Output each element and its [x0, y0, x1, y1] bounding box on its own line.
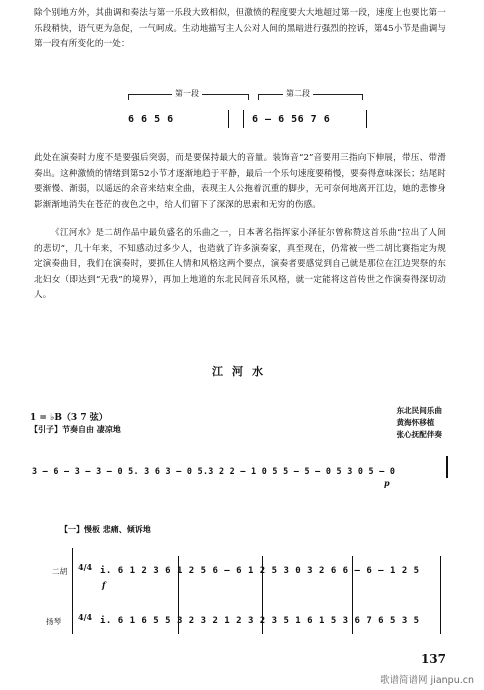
paragraph-background: 《江河水》是二胡作品中最负盛名的乐曲之一，日本著名指挥家小泽征尔曾称赞这首乐曲“拉出了人间的悲切”，几十年来，不知感动过多少人，也造就了许多演奏家，真至现在，仍常被一些二胡比赛指定为规定演奏曲目，我们在演奏时，要抓住人情和风格这两个要点，演奏者要感觉到自己就是那位在江边哭祭的东北妇女（即达到“无我”的境界），再加上地道的东北民间音乐风格，就一定能将这首传世之作演奏得深切动人。: [34, 228, 446, 301]
yangqin-time-signature: 4/4: [78, 612, 93, 622]
example-notes-second: 6 — 6 56 7 6: [252, 114, 331, 125]
bracket-tick: [362, 94, 363, 100]
barline: [243, 110, 244, 128]
example-notes-first: 6 6 5 6: [128, 114, 174, 125]
score-arranger: 黄海怀移植: [396, 418, 435, 427]
barline: [228, 110, 229, 128]
watermark: 歌谱简谱网 jianpu.cn: [380, 675, 474, 686]
intro-notes: 3 — 6 — 3 — 3 — 0 5. 3 6 3 — 0 5.3 2 2 — 1 0 5 5 — 5 — 0 5 3 0 5 — 0: [32, 466, 396, 476]
score-title: 江河水: [212, 365, 272, 378]
erhu-time-signature: 4/4: [78, 562, 93, 572]
erhu-dynamic: f: [102, 580, 106, 590]
bracket-tick: [258, 94, 259, 100]
intro-dynamic: p: [384, 478, 390, 488]
system-bracket: [72, 548, 73, 634]
barline: [352, 556, 353, 634]
score-accompaniment: 张心抚配伴奏: [396, 430, 442, 439]
bracket-tick: [248, 94, 249, 100]
erhu-label: 二胡: [52, 567, 68, 576]
page-number: 137: [420, 652, 446, 666]
bracket-tick: [128, 94, 129, 100]
barline: [262, 556, 263, 634]
example-label-second: 第二段: [283, 88, 313, 99]
intro-label: 【引子】节奏自由 凄凉地: [30, 424, 121, 434]
paragraph-intro: 除个别地方外，其曲调和奏法与第一乐段大致相似，但激愤的程度要大大地超过第一段，速度上也要比第一乐段稍快，语气更为急促，一气呵成。生动地描写主人公对人间的黑暗进行强烈的控诉，第45小节是曲调与第一段有所变化的一处：: [34, 8, 446, 50]
paragraph-performance: 此处在演奏时力度不是要强后突弱，而是要保持最大的音量。装饰音“2”音要用三指向下伸展，带压、带滑奏出。这种激愤的情绪到第52小节才逐渐地趋于平静，最后一个乐句速度要稍慢，要奏得意味深长；结尾时要渐慢、渐弱，以遥远的余音来结束全曲，表现主人公拖着沉重的脚步，无可奈何地离开江边，她的悲惨身影渐渐地消失在苍茫的夜色之中，给人们留下了深深的思索和无穷的伤感。: [34, 153, 446, 210]
barline: [366, 110, 367, 128]
yangqin-notes: i. 6 1 6 5 5 3 2 3 2 1 2 3 2 3 5 1 6 1 5 3 6 7 6 5 3 5: [100, 616, 420, 626]
key-signature: 1 = ♭B（3 7 弦）: [30, 413, 108, 423]
barline: [440, 556, 441, 634]
erhu-notes: i. 6 1 2 3 6 1 2 5 6 — 6 1 2 5 3 0 3 2 6 6 — 6 — 1 2 5: [100, 566, 420, 576]
barline: [178, 556, 179, 634]
example-label-first: 第一段: [172, 88, 202, 99]
score-credits: [396, 405, 442, 441]
yangqin-label: 扬琴: [46, 617, 62, 626]
score-source: 东北民间乐曲: [396, 406, 442, 415]
intro-end-barline: [446, 456, 448, 478]
section-one-label: 【一】慢板 悲痛、倾诉地: [60, 524, 151, 534]
